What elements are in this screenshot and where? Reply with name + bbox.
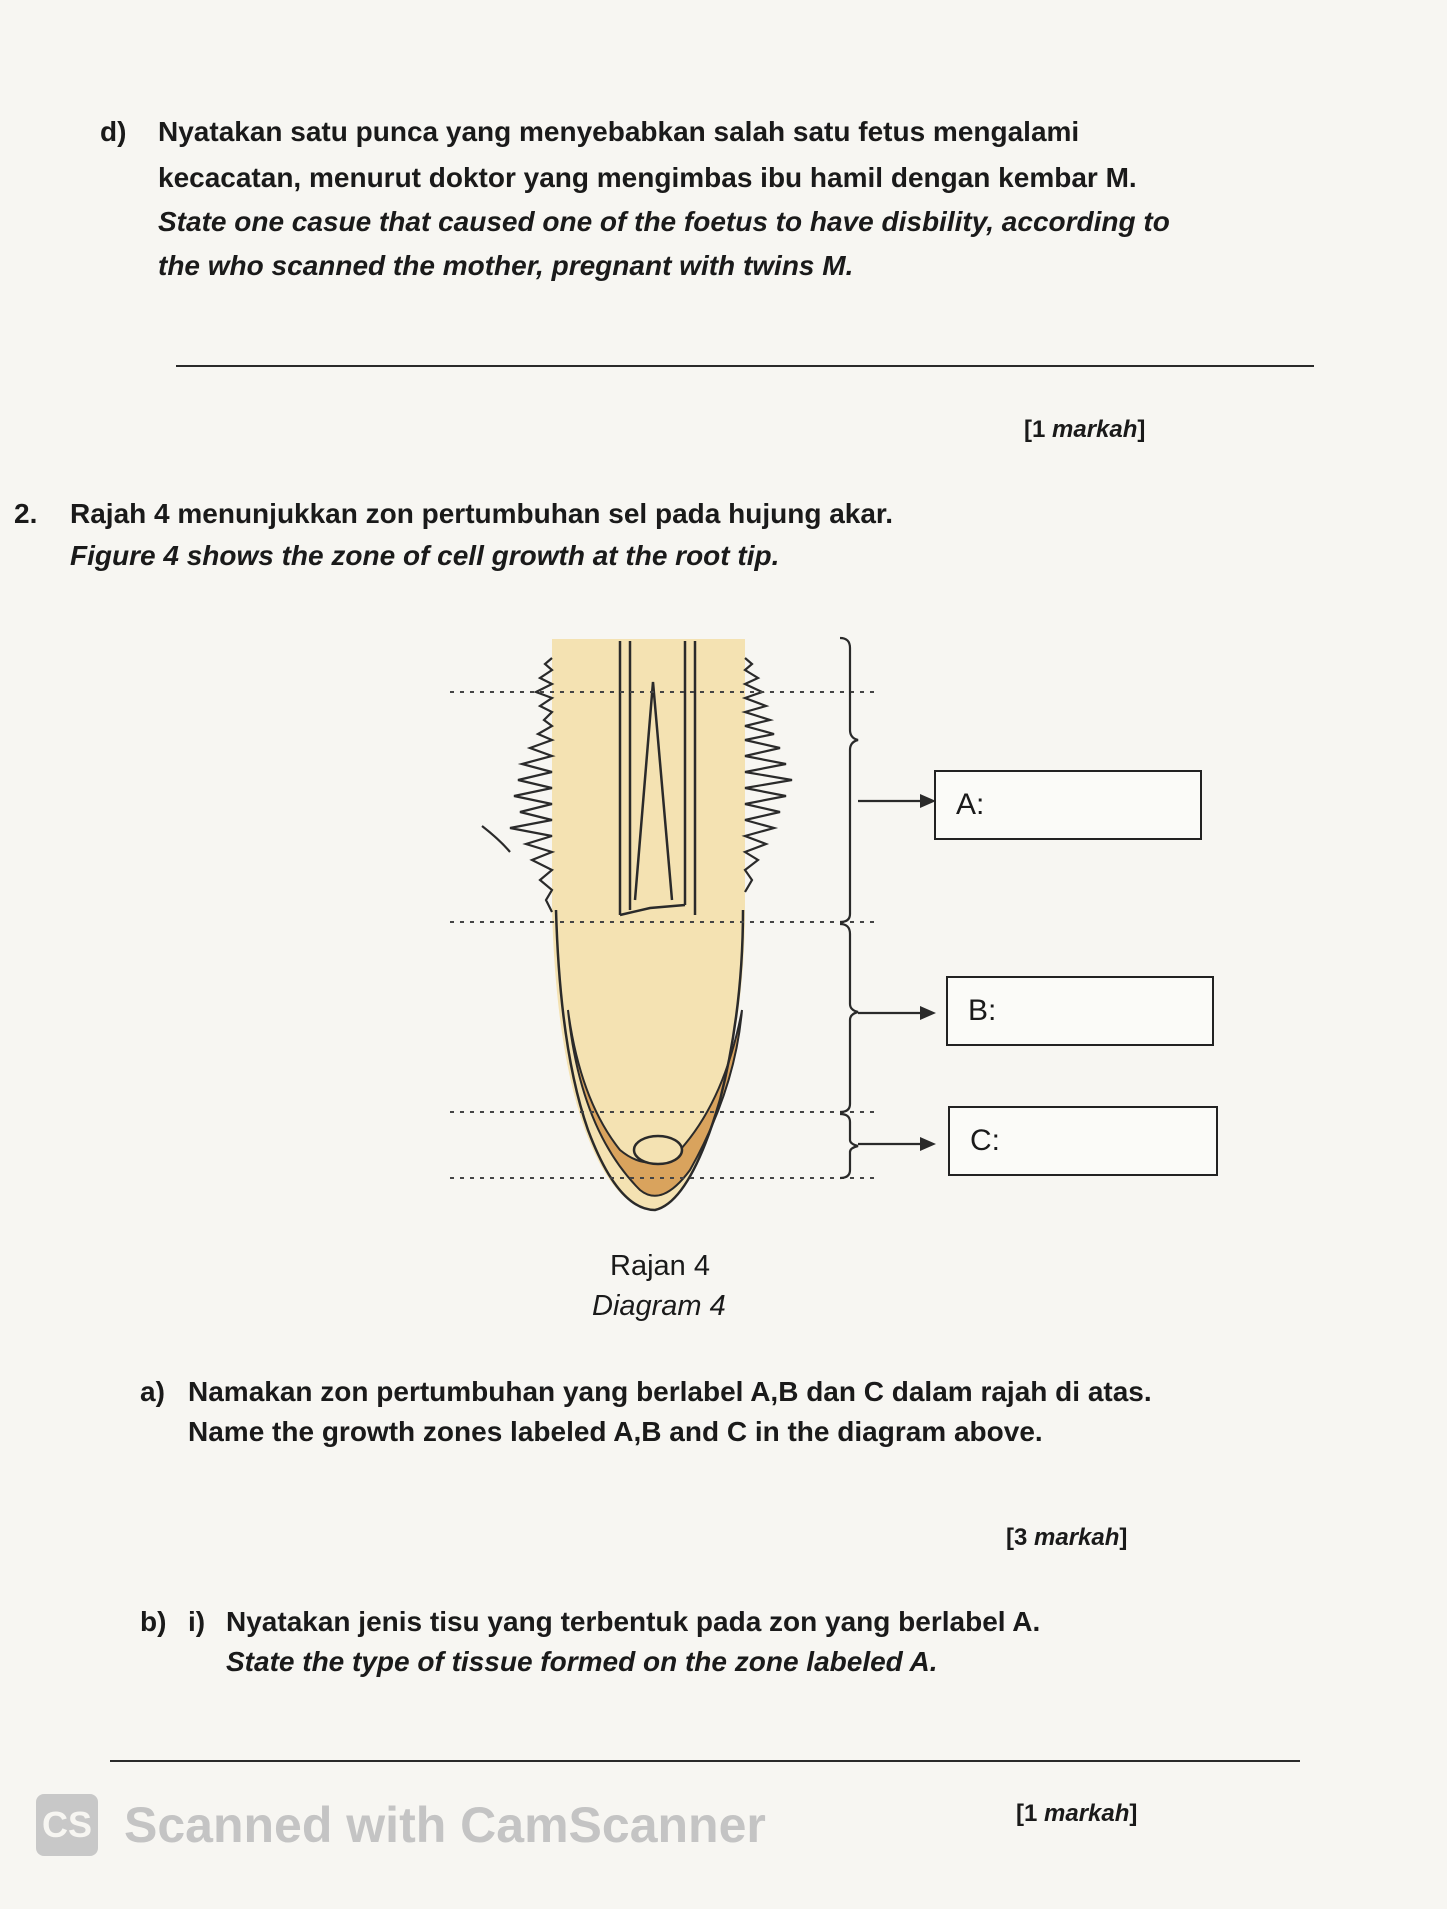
marks-1d-word: markah [1052, 416, 1138, 443]
label-box-b[interactable] [946, 976, 1214, 1046]
marks-2a-close: ] [1119, 1524, 1128, 1551]
question-1d-malay-line2: kecacatan, menurut doktor yang mengimbas ibu hamil dengan kembar M. [158, 162, 1137, 193]
bracket-b [840, 924, 858, 1112]
question-2b-english: State the type of tissue formed on the zone labeled A. [226, 1646, 938, 1677]
question-2b-number: b) [140, 1606, 167, 1637]
question-2-english: Figure 4 shows the zone of cell growth at the root tip. [70, 540, 780, 571]
label-b: B: [968, 994, 997, 1027]
marks-2b-close: ] [1129, 1800, 1138, 1827]
answer-line-2b[interactable] [110, 1760, 1300, 1762]
marks-2b-open: [1 [1016, 1800, 1045, 1827]
question-1d-english-line1: State one casue that caused one of the foetus to have disbility, according to [158, 206, 1170, 237]
marks-1d-open: [1 [1024, 416, 1053, 443]
marks-1d [1024, 416, 1145, 444]
label-box-a[interactable] [934, 770, 1202, 840]
camscanner-logo: CS [36, 1794, 98, 1856]
question-2-number: 2. [14, 498, 38, 529]
arrow-c-head [920, 1137, 936, 1151]
label-box-c[interactable] [948, 1106, 1218, 1176]
label-a: A: [956, 788, 985, 821]
question-2a-number: a) [140, 1376, 165, 1407]
marks-2a-word: markah [1034, 1524, 1120, 1551]
bracket-c [840, 1114, 858, 1178]
question-1d-english-line2: the who scanned the mother, pregnant with twins M. [158, 250, 854, 281]
arrow-b-head [920, 1006, 936, 1020]
answer-line-1d[interactable] [176, 365, 1314, 367]
marks-2a [1006, 1524, 1127, 1552]
label-c: C: [970, 1124, 1000, 1157]
diagram-caption-english: Diagram 4 [592, 1290, 726, 1322]
marks-1d-close: ] [1137, 416, 1146, 443]
question-2b-malay: Nyatakan jenis tisu yang terbentuk pada zon yang berlabel A. [226, 1606, 1041, 1637]
camscanner-watermark: Scanned with CamScanner [124, 1797, 766, 1853]
question-2-malay: Rajah 4 menunjukkan zon pertumbuhan sel pada hujung akar. [70, 498, 894, 529]
marks-2b [1016, 1800, 1137, 1828]
marks-2a-open: [3 [1006, 1524, 1035, 1551]
zone-brackets [820, 630, 940, 1190]
diagram-caption-malay: Rajan 4 [610, 1250, 710, 1282]
bracket-a [840, 638, 858, 922]
question-2a-english: Name the growth zones labeled A,B and C in the diagram above. [188, 1416, 1043, 1447]
marks-2b-word: markah [1044, 1800, 1130, 1827]
question-1d-malay-line1: Nyatakan satu punca yang menyebabkan salah satu fetus mengalami [158, 116, 1080, 147]
question-2b-sub: i) [188, 1606, 206, 1637]
question-2a-malay: Namakan zon pertumbuhan yang berlabel A,B dan C dalam rajah di atas. [188, 1376, 1152, 1407]
question-1d-number: d) [100, 116, 127, 147]
